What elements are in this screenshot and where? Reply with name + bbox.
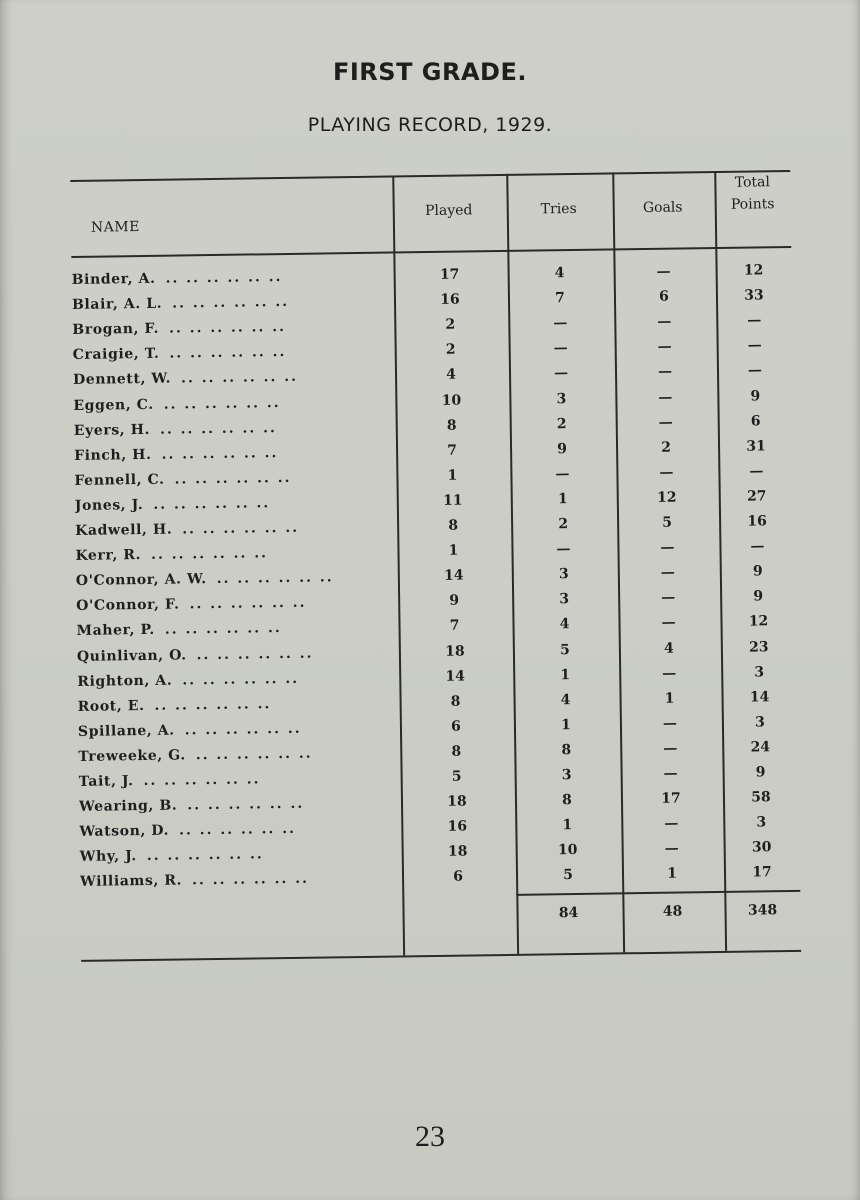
goals-cell: 12 xyxy=(656,489,677,506)
played-cell: 18 xyxy=(447,793,467,810)
leader-dots: .. .. .. .. .. .. xyxy=(159,419,277,438)
leader-dots: .. .. .. .. .. .. xyxy=(161,444,279,463)
tries-cell: — xyxy=(553,315,568,332)
total-points-cell: 9 xyxy=(755,764,766,781)
tries-cell: — xyxy=(553,340,568,357)
player-name-text: O'Connor, F. xyxy=(76,596,180,615)
column-header-goals: Goals xyxy=(642,199,683,217)
played-cell: 8 xyxy=(446,417,457,434)
tries-cell: 8 xyxy=(561,741,572,759)
goals-cell: 1 xyxy=(664,690,675,707)
player-name-text: Dennett, W. xyxy=(72,371,172,389)
tries-cell: 4 xyxy=(559,616,570,633)
leader-dots: .. .. .. .. .. .. xyxy=(163,394,281,413)
column-header-total-line1: Total xyxy=(734,174,771,191)
player-name-text: Spillane, A. xyxy=(77,722,175,740)
goals-cell: 4 xyxy=(663,640,674,657)
goals-cell: — xyxy=(658,414,673,431)
leader-dots: .. .. .. .. .. .. xyxy=(196,645,314,663)
total-points-cell: 24 xyxy=(750,739,771,756)
leader-dots: .. .. .. .. .. .. xyxy=(195,745,313,764)
tries-cell: 5 xyxy=(559,641,570,658)
goals-cell: — xyxy=(656,263,671,280)
leader-dots: .. .. .. .. .. .. xyxy=(189,595,307,613)
total-points-cell: 58 xyxy=(751,789,771,806)
tries-cell: 3 xyxy=(558,566,569,583)
played-cell: 11 xyxy=(442,492,463,509)
totals-row xyxy=(80,898,800,934)
leader-dots: .. .. .. .. .. .. xyxy=(169,319,287,337)
tries-cell: 5 xyxy=(563,867,574,884)
played-cell: 6 xyxy=(450,718,461,735)
total-points-cell: 6 xyxy=(750,412,761,430)
played-cell: 10 xyxy=(441,392,462,409)
total-points-cell: 14 xyxy=(749,688,770,706)
player-name-text: Why, J. xyxy=(79,848,137,866)
total-points-cell: 3 xyxy=(754,714,765,731)
page-subtitle: PLAYING RECORD, 1929. xyxy=(307,114,553,136)
player-name-text: Watson, D. xyxy=(79,822,170,841)
tries-cell: 9 xyxy=(557,440,568,457)
goals-cell: — xyxy=(662,715,678,732)
tries-cell: 10 xyxy=(557,842,578,859)
page-number: 23 xyxy=(415,1120,445,1153)
tries-cell: 8 xyxy=(562,792,572,809)
total-points-cell: 27 xyxy=(746,488,767,505)
tries-cell: 2 xyxy=(556,415,567,432)
player-name-text: Craigie, T. xyxy=(72,346,160,364)
goals-cell: — xyxy=(660,564,675,581)
player-name-text: Brogan, F. xyxy=(72,320,160,339)
column-header-tries: Tries xyxy=(540,200,577,218)
played-cell: 18 xyxy=(445,643,465,660)
played-cell: 2 xyxy=(445,341,456,359)
played-cell: 18 xyxy=(447,843,468,861)
player-name-text: Righton, A. xyxy=(77,672,173,690)
playing-record-table xyxy=(70,150,801,970)
column-header-name: NAME xyxy=(90,219,140,236)
player-name-text: Treweeke, G. xyxy=(78,747,186,765)
total-goals: 48 xyxy=(662,903,683,920)
total-points-cell: 3 xyxy=(756,814,767,831)
tries-cell: 2 xyxy=(558,516,569,533)
totals-rule xyxy=(516,890,800,895)
tries-cell: 3 xyxy=(556,390,567,407)
leader-dots: .. .. .. .. .. .. xyxy=(174,469,292,488)
goals-cell: 2 xyxy=(661,439,672,456)
played-cell: 2 xyxy=(445,316,456,333)
goals-cell: — xyxy=(661,614,676,632)
leader-dots: .. .. .. .. .. .. xyxy=(191,871,310,889)
goals-cell: 5 xyxy=(662,514,673,531)
goals-cell: — xyxy=(663,740,678,757)
player-name-text: Eyers, H. xyxy=(73,421,151,439)
goals-cell: 1 xyxy=(667,865,678,883)
total-points-cell: 12 xyxy=(743,262,764,279)
player-name-text: Binder, A. xyxy=(71,270,156,288)
leader-dots: .. .. .. .. .. .. xyxy=(150,545,269,563)
played-cell: 4 xyxy=(446,367,457,384)
total-points-cell: — xyxy=(750,538,765,555)
total-points-cell: 17 xyxy=(752,864,772,881)
player-name-text: Tait, J. xyxy=(78,773,134,790)
leader-dots: .. .. .. .. .. .. xyxy=(164,620,282,639)
played-cell: 5 xyxy=(451,768,462,785)
played-cell: 1 xyxy=(447,467,458,484)
goals-cell: — xyxy=(657,338,672,356)
played-cell: 7 xyxy=(447,442,458,459)
total-points-cell: 33 xyxy=(744,287,764,304)
player-name-text: Williams, R. xyxy=(79,872,183,891)
played-cell: 7 xyxy=(449,617,460,635)
player-name-text: Maher, P. xyxy=(76,622,155,640)
total-points-cell: 9 xyxy=(750,387,761,405)
goals-cell: — xyxy=(662,665,677,682)
leader-dots: .. .. .. .. .. .. xyxy=(172,294,290,312)
total-points-cell: — xyxy=(749,463,764,480)
tries-cell: — xyxy=(556,541,571,558)
goals-cell: — xyxy=(664,840,679,858)
tries-cell: 4 xyxy=(560,691,571,708)
column-header-played: Played xyxy=(424,202,473,220)
goals-cell: — xyxy=(663,765,678,782)
player-name xyxy=(80,866,400,895)
player-name-text: Fennell, C. xyxy=(74,471,165,489)
total-points-cell: — xyxy=(747,362,763,379)
goals-cell: — xyxy=(658,389,673,406)
tries-cell: 1 xyxy=(560,666,571,683)
goals-cell: 6 xyxy=(658,288,669,305)
tries-cell: — xyxy=(555,465,570,483)
player-name-text: Root, E. xyxy=(77,697,145,715)
header-bottom-rule xyxy=(71,246,791,258)
tries-cell: 3 xyxy=(559,591,570,608)
leader-dots: .. .. .. .. .. .. xyxy=(180,369,299,387)
goals-cell: 17 xyxy=(661,790,681,807)
played-cell: 8 xyxy=(448,517,459,534)
played-cell: 8 xyxy=(450,693,461,710)
leader-dots: .. .. .. .. .. .. xyxy=(146,846,264,865)
played-cell: 8 xyxy=(451,743,462,760)
played-cell: 14 xyxy=(443,567,464,585)
page-title: FIRST GRADE. xyxy=(332,58,527,86)
leader-dots: .. .. .. .. .. .. xyxy=(165,269,283,287)
player-name-text: Kadwell, H. xyxy=(75,521,173,539)
total-points-cell: 31 xyxy=(746,438,766,455)
leader-dots: .. .. .. .. .. .. xyxy=(169,344,287,362)
tries-cell: 1 xyxy=(560,716,571,733)
played-cell: 16 xyxy=(447,818,468,835)
table-top-rule xyxy=(70,170,790,182)
player-name-text: Eggen, C. xyxy=(73,396,154,414)
total-points: 348 xyxy=(747,902,778,919)
leader-dots: .. .. .. .. .. .. xyxy=(178,821,297,839)
leader-dots: .. .. .. .. .. .. xyxy=(143,771,261,790)
total-points-cell: 9 xyxy=(753,588,764,605)
leader-dots: .. .. .. .. .. .. xyxy=(182,519,300,538)
goals-cell: — xyxy=(661,589,676,607)
goals-cell: — xyxy=(664,815,679,832)
leader-dots: .. .. .. .. .. .. xyxy=(182,670,300,689)
played-cell: 9 xyxy=(449,592,460,610)
total-points-cell: 12 xyxy=(748,613,769,630)
goals-cell: — xyxy=(660,539,675,556)
total-points-cell: 3 xyxy=(754,663,765,681)
leader-dots: .. .. .. .. .. .. xyxy=(184,720,302,739)
played-cell: 14 xyxy=(445,668,466,685)
tries-cell: 1 xyxy=(562,817,573,834)
tries-cell: 1 xyxy=(557,490,568,508)
player-name-text: Finch, H. xyxy=(74,446,152,464)
total-tries: 84 xyxy=(558,904,579,922)
played-cell: 17 xyxy=(439,266,460,283)
total-points-cell: 9 xyxy=(752,563,763,580)
played-cell: 1 xyxy=(448,542,459,559)
player-name-text: Blair, A. L. xyxy=(71,295,163,314)
leader-dots: .. .. .. .. .. .. xyxy=(216,569,334,588)
table-bottom-rule xyxy=(81,950,801,962)
tries-cell: 7 xyxy=(554,290,565,307)
player-name-text: Jones, J. xyxy=(74,496,144,514)
total-points-cell: — xyxy=(747,312,762,329)
player-name-text: Quinlivan, O. xyxy=(76,646,187,665)
goals-cell: — xyxy=(659,464,674,481)
total-points-cell: 30 xyxy=(751,839,772,856)
total-points-cell: — xyxy=(747,337,762,354)
tries-cell: — xyxy=(553,365,569,382)
played-cell: 6 xyxy=(453,868,464,886)
player-name-text: Kerr, R. xyxy=(75,547,142,565)
player-name-text: O'Connor, A. W. xyxy=(75,571,207,590)
tries-cell: 4 xyxy=(554,265,565,282)
leader-dots: .. .. .. .. .. .. xyxy=(153,495,271,513)
goals-cell: — xyxy=(657,313,672,331)
total-points-cell: 23 xyxy=(749,638,769,656)
leader-dots: .. .. .. .. .. .. xyxy=(187,795,305,814)
goals-cell: — xyxy=(657,364,673,381)
leader-dots: .. .. .. .. .. .. xyxy=(154,695,272,714)
played-cell: 16 xyxy=(440,291,460,308)
column-header-total-line2: Points xyxy=(730,196,775,213)
player-name-text: Wearing, B. xyxy=(78,797,178,816)
tries-cell: 3 xyxy=(561,767,572,784)
total-points-cell: 16 xyxy=(747,513,767,530)
